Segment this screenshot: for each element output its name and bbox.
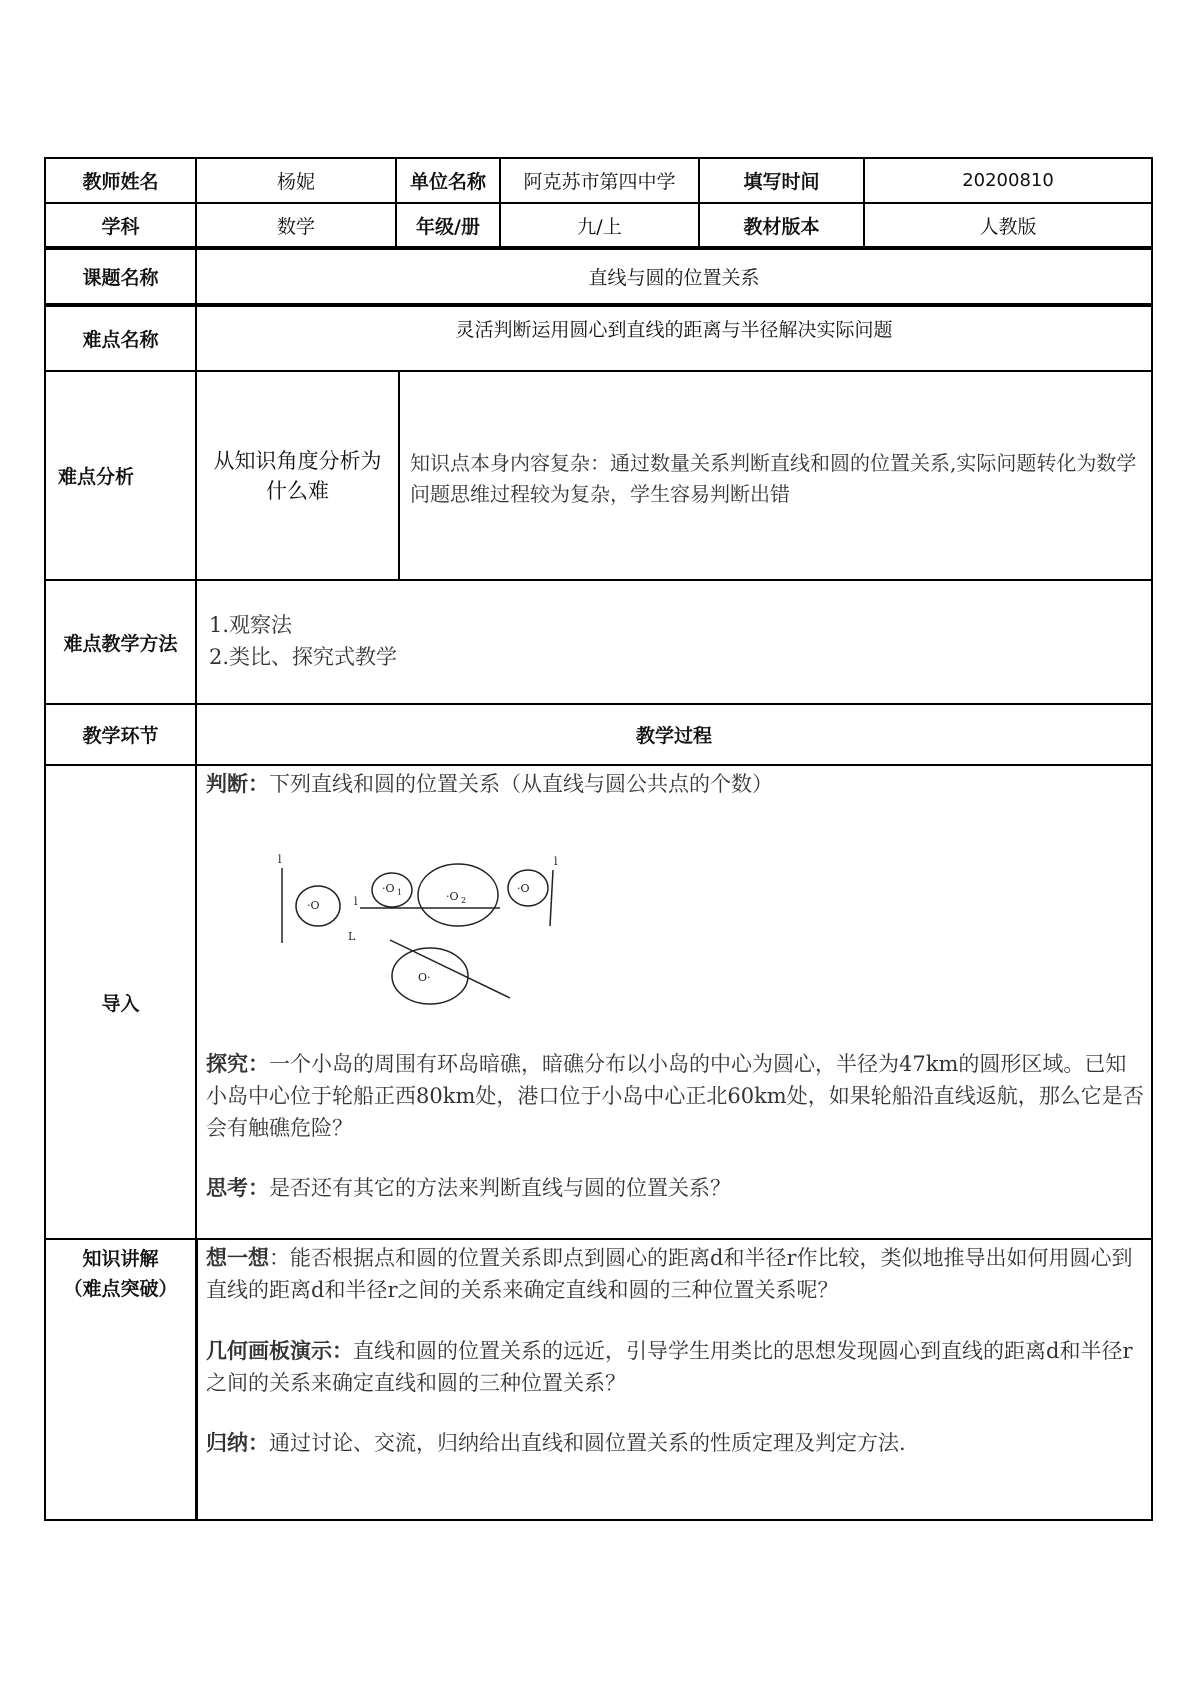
geometry-demo-key: 几何画板演示： [206,1339,353,1363]
difficulty-value: 灵活判断运用圆心到直线的距离与半径解决实际问题 [195,307,1151,370]
geometry-demo-text: 直线和圆的位置关系的远近，引导学生用类比的思想发现圆心到直线的距离d和半径r之间的关系来确定直线和圆的三种位置关系？ [206,1339,1133,1395]
methods-list [195,581,1151,703]
think-key: 思考： [206,1176,269,1200]
process-header-row [44,703,1153,764]
figure-label-L: L [348,930,356,943]
difficulty-row [44,303,1153,370]
analysis-label: 难点分析 [58,466,135,488]
figure-label-l2: l [354,895,358,908]
topic-row [44,246,1153,303]
grade-label: 年级/册 [395,204,499,246]
knowledge-label-line2: （难点突破） [63,1278,178,1300]
topic-value: 直线与圆的位置关系 [195,250,1151,303]
knowledge-label-line1: 知识讲解 [82,1248,159,1270]
figure-label-l1: l [278,853,282,866]
topic-label: 课题名称 [82,267,159,289]
figure-label-o4: O· [418,971,431,984]
think-paragraph [206,1172,1146,1204]
info-row-1 [44,157,1153,202]
methods-row [44,579,1153,703]
think-it-over-paragraph [206,1242,1146,1306]
process-stage-header: 教学环节 [82,725,159,747]
subject-label: 学科 [101,215,140,238]
judge-key: 判断： [206,772,269,796]
intro-label: 导入 [101,992,140,1015]
think-it-over-text: ：能否根据点和圆的位置关系即点到圆心的距离d和半径r作比较，类似地推导出如何用圆心到直线的距离d和半径r之间的关系来确定直线和圆的三种位置关系呢？ [206,1246,1133,1302]
method-item: 2.类比、探究式教学 [209,645,398,669]
explore-text: 一个小岛的周围有环岛暗礁，暗礁分布以小岛的中心为圆心，半径为47km的圆形区域。已知小岛中心位于轮船正西80km处，港口位于小岛中心正北60km处，如果轮船沿直线返航，那么它是否会有触礁危险？ [206,1052,1144,1140]
figure-label-ob-sub: 2 [461,896,467,905]
summary-text: 通过讨论、交流，归纳给出直线和圆位置关系的性质定理及判定方法. [269,1431,906,1455]
figure-label-ob: ·O [446,890,459,903]
figure-label-o1: ·O [307,899,320,912]
teacher-name-value: 杨妮 [195,159,395,202]
figure-line-3 [550,870,553,926]
figure-label-o3: ·O [517,882,530,895]
info-row-2 [44,202,1153,246]
explore-key: 探究： [206,1052,269,1076]
analysis-text: 知识点本身内容复杂：通过数量关系判断直线和圆的位置关系,实际问题转化为数学问题思维过程较为复杂，学生容易判断出错 [398,372,1151,579]
summary-key: 归纳： [206,1431,269,1455]
process-detail-header: 教学过程 [195,705,1151,764]
analysis-row [44,370,1153,579]
knowledge-label [46,1240,195,1519]
methods-label: 难点教学方法 [63,632,178,655]
unit-name-label: 单位名称 [395,159,499,202]
geometry-demo-paragraph [206,1335,1146,1399]
grade-value: 九/上 [499,204,698,246]
judge-text: 下列直线和圆的位置关系（从直线与圆公共点的个数） [269,772,773,796]
think-it-over-key: 想一想 [206,1246,269,1270]
edition-label: 教材版本 [698,204,863,246]
method-item: 1.观察法 [209,613,293,637]
think-text: 是否还有其它的方法来判断直线与圆的位置关系？ [269,1176,731,1200]
difficulty-label: 难点名称 [82,329,159,351]
unit-name-value: 阿克苏市第四中学 [499,159,698,202]
figure-line-L [390,940,510,998]
intro-row [44,764,1153,1238]
line-circle-figure [270,848,570,1008]
fill-date-label: 填写时间 [698,159,863,202]
figure-label-oa-sub: 1 [397,888,403,897]
explore-paragraph [206,1048,1146,1144]
figure-label-oa: ·O [382,882,395,895]
summary-paragraph [206,1427,1146,1459]
fill-date-value: 20200810 [863,159,1151,202]
subject-value: 数学 [195,204,395,246]
judge-paragraph [206,768,1146,800]
edition-value: 人教版 [863,204,1151,246]
teacher-name-label: 教师姓名 [82,171,159,193]
figure-label-l3: l [554,855,558,868]
analysis-sub-label: 从知识角度分析为什么难 [195,372,398,579]
